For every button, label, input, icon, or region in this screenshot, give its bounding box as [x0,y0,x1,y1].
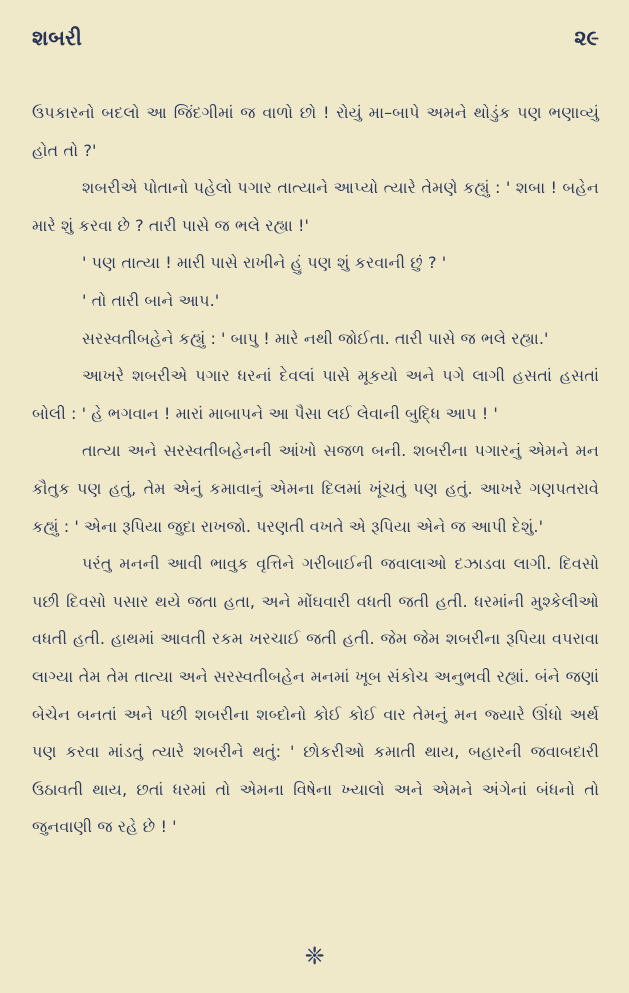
body-text [32,94,599,846]
paragraph-1: ઉપકારનો બદલો આ જિંદગીમાં જ વાળો છો ! રોયું મા–બાપે અમને થોડુંક પણ ભણાવ્યું હોત તો ?' [32,103,599,160]
paragraph-6: આખરે શબરીએ પગાર ધરનાં દેવલાં પાસે મૂકયો અને પગે લાગી હસતાં હસતાં બોલી : ' હે ભગવાન ! મારાં માબાપને આ પૈસા લઈ લેવાની બુદ્ધિ આપ ! ' [32,366,599,423]
section-end-ornament: ❈ [304,942,325,970]
paragraph-5: સરસ્વતીબહેને કહ્યું : ' બાપુ ! મારે નથી જોઈતા. તારી પાસે જ ભલે રહ્યા.' [82,328,549,348]
paragraph-8: પરંતુ મનની આવી ભાવુક વૃત્તિને ગરીબાઈની જવાલાઓ દઝાડવા લાગી. દિવસો પછી દિવસો પસાર થયે જતા હતા, અને મોંઘવારી વધતી જતી હતી. ધરમાંની મુશ્કેલીઓ વધતી હતી. હાથમાં આવતી રકમ ખરચાઈ જતી હતી. જેમ જેમ શબરીના રૂપિયા વપરાવા લાગ્યા તેમ તેમ તાત્યા અને સરસ્વતીબહેન મનમાં ખૂબ સંકોચ અનુભવી રહ્યાં. બંને જણાં બેચેન બનતાં અને પછી શબરીના શબ્દોનો કોઈ કોઈ વાર તેમનું મન જ્યારે ઊંધો અર્થ પણ કરવા માંડતું ત્યારે શબરીને થતું: ' છોકરીઓ કમાતી થાય, બહારની જવાબદારી ઉઠાવતી થાય, છતાં ધરમાં તો એમના વિષેના ખ્યાલો અને એમને અંગેનાં બંધનો તો જુનવાણી જ રહે છે ! ' [32,554,599,837]
paragraph-2: શબરીએ પોતાનો પહેલો પગાર તાત્યાને આપ્યો ત્યારે તેમણે કહ્યું : ' શબા ! બહેન મારે શું કરવા છે ? તારી પાસે જ ભલે રહ્યા !' [32,178,599,235]
paragraph-4: ' તો તારી બાને આપ.' [82,290,220,310]
page-number: ૨૯ [574,26,599,50]
paragraph-3: ' પણ તાત્યા ! મારી પાસે રાખીને હું પણ શું કરવાની છું ? ' [82,253,447,273]
page-header [32,26,599,66]
paragraph-7: તાત્યા અને સરસ્વતીબહેનની આંખો સજળ બની. શબરીના પગારનું એમને મન કૌતુક પણ હતું, તેમ એનું કમાવાનું એમના દિલમાં ખૂંચતું પણ હતું. આખરે ગણપતરાવે કહ્યું : ' એના રૂપિયા જુદા રાખજો. પરણતી વખતે એ રૂપિયા એને જ આપી દેશું.' [32,441,599,536]
running-head: શબરી [32,26,82,50]
